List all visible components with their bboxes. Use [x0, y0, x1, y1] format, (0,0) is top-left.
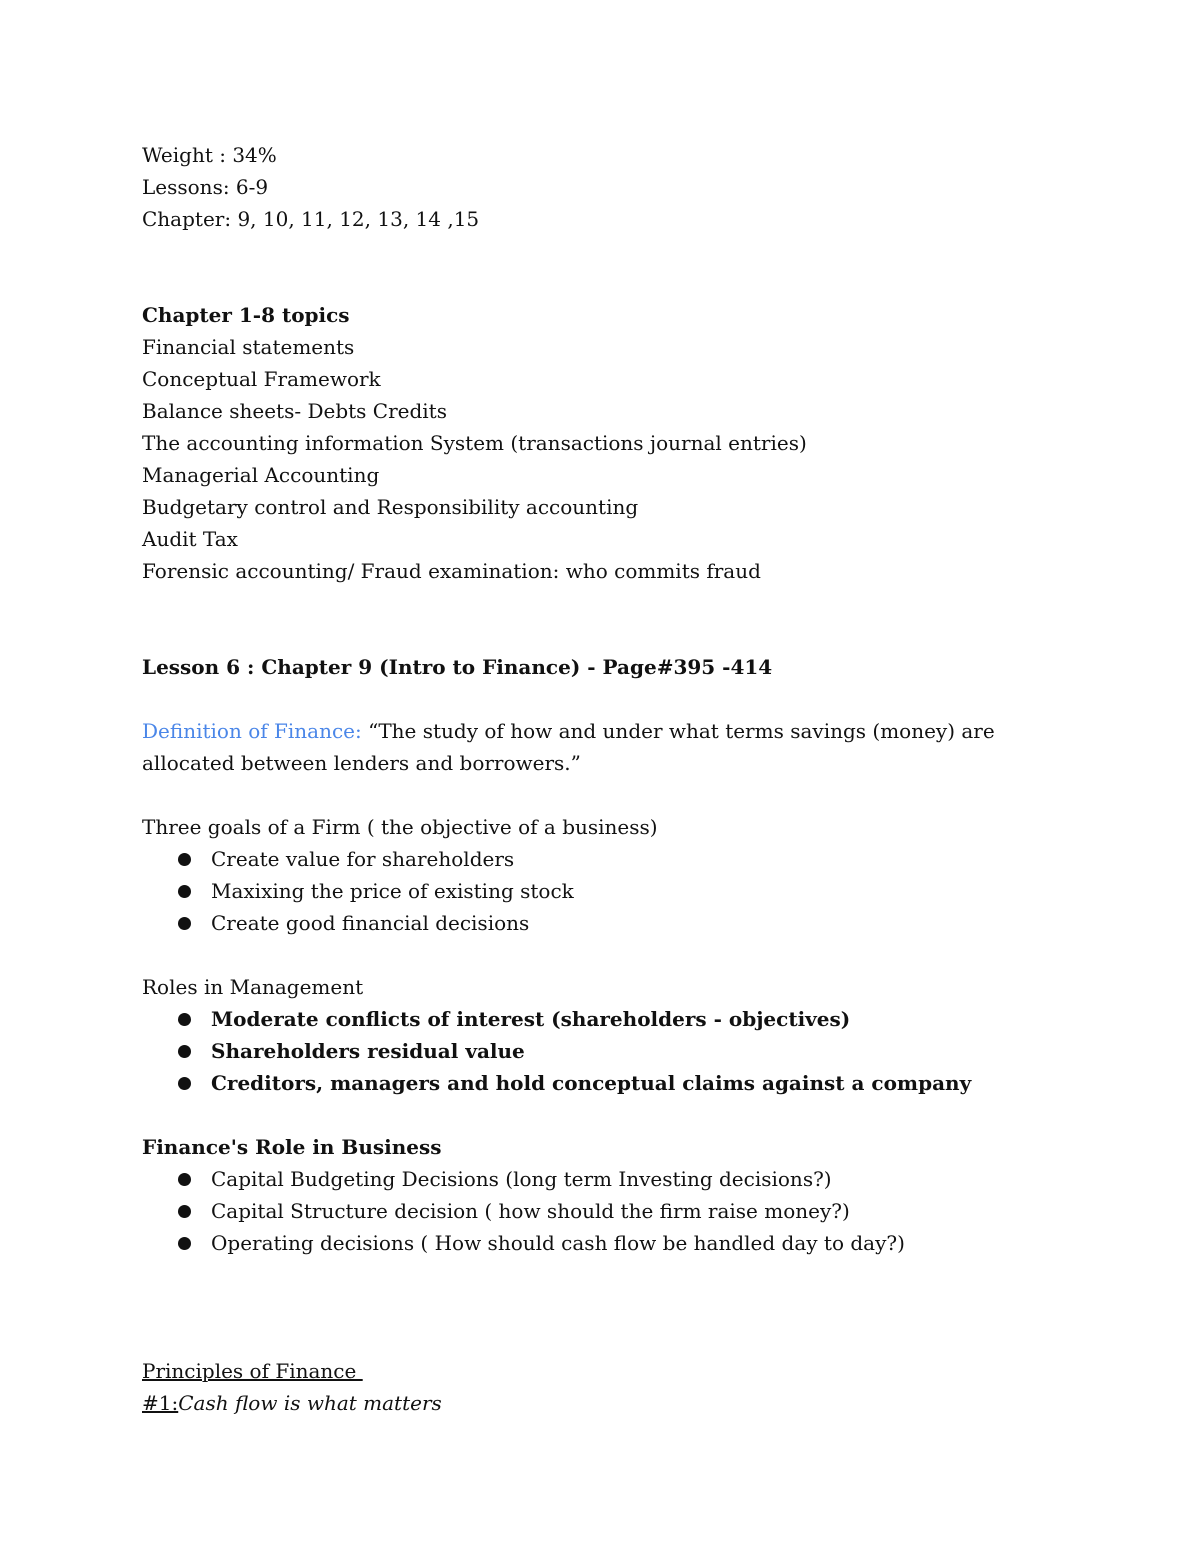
list-item-text: Shareholders residual value [211, 1039, 525, 1063]
bullet-icon [178, 1045, 191, 1058]
chapter-line: Chapter: 9, 10, 11, 12, 13, 14 ,15 [142, 207, 480, 231]
spacer [142, 235, 1102, 299]
list-item [142, 1067, 1102, 1099]
topic-item: Audit Tax [142, 527, 238, 551]
definition-line-1 [142, 715, 1102, 747]
bullet-icon [178, 1205, 191, 1218]
list-item-text: Moderate conflicts of interest (shareholders - objectives) [211, 1007, 851, 1031]
list-item [142, 1035, 1102, 1067]
list-item [142, 1163, 1102, 1195]
list-item [142, 1003, 1102, 1035]
bullet-icon [178, 885, 191, 898]
spacer [142, 587, 1102, 651]
principle-1 [142, 1387, 1102, 1419]
principle-number: #1: [142, 1391, 179, 1415]
definition-line-2: allocated between lenders and borrowers.” [142, 751, 581, 775]
spacer [142, 939, 1102, 971]
list-item [142, 1227, 1102, 1259]
bullet-icon [178, 1173, 191, 1186]
bullet-icon [178, 1237, 191, 1250]
document-page [142, 0, 1102, 1419]
spacer [142, 1099, 1102, 1131]
topic-item: The accounting information System (transactions journal entries) [142, 431, 807, 455]
roles-heading: Roles in Management [142, 975, 364, 999]
topic-item: Managerial Accounting [142, 463, 380, 487]
topic-item: Budgetary control and Responsibility accounting [142, 495, 639, 519]
topic-item: Financial statements [142, 335, 355, 359]
list-item-text: Create good financial decisions [211, 911, 530, 935]
list-item-text: Capital Budgeting Decisions (long term Investing decisions?) [211, 1167, 832, 1191]
list-item-text: Creditors, managers and hold conceptual claims against a company [211, 1071, 972, 1095]
topic-item: Forensic accounting/ Fraud examination: who commits fraud [142, 559, 761, 583]
principles-heading: Principles of Finance [142, 1359, 363, 1383]
bullet-icon [178, 853, 191, 866]
list-item [142, 843, 1102, 875]
goals-heading: Three goals of a Firm ( the objective of a business) [142, 815, 658, 839]
spacer [142, 1259, 1102, 1355]
bullet-icon [178, 1077, 191, 1090]
bullet-icon [178, 1013, 191, 1026]
top-margin [142, 0, 1102, 139]
list-item-text: Create value for shareholders [211, 847, 515, 871]
weight-line: Weight : 34% [142, 143, 277, 167]
spacer [142, 683, 1102, 715]
topics-heading: Chapter 1-8 topics [142, 303, 350, 327]
list-item [142, 907, 1102, 939]
list-item-text: Capital Structure decision ( how should the firm raise money?) [211, 1199, 850, 1223]
topic-item: Balance sheets- Debts Credits [142, 399, 447, 423]
bullet-icon [178, 917, 191, 930]
topic-item: Conceptual Framework [142, 367, 381, 391]
finance-role-heading: Finance's Role in Business [142, 1135, 442, 1159]
lessons-line: Lessons: 6-9 [142, 175, 269, 199]
spacer [142, 779, 1102, 811]
list-item-text: Operating decisions ( How should cash flow be handled day to day?) [211, 1231, 905, 1255]
definition-label: Definition of Finance: [142, 719, 362, 743]
lesson6-heading: Lesson 6 : Chapter 9 (Intro to Finance) - Page#395 -414 [142, 655, 773, 679]
list-item-text: Maxixing the price of existing stock [211, 879, 574, 903]
list-item [142, 1195, 1102, 1227]
list-item [142, 875, 1102, 907]
principle-text: Cash flow is what matters [178, 1391, 442, 1415]
definition-text: “The study of how and under what terms savings (money) are [361, 719, 995, 743]
